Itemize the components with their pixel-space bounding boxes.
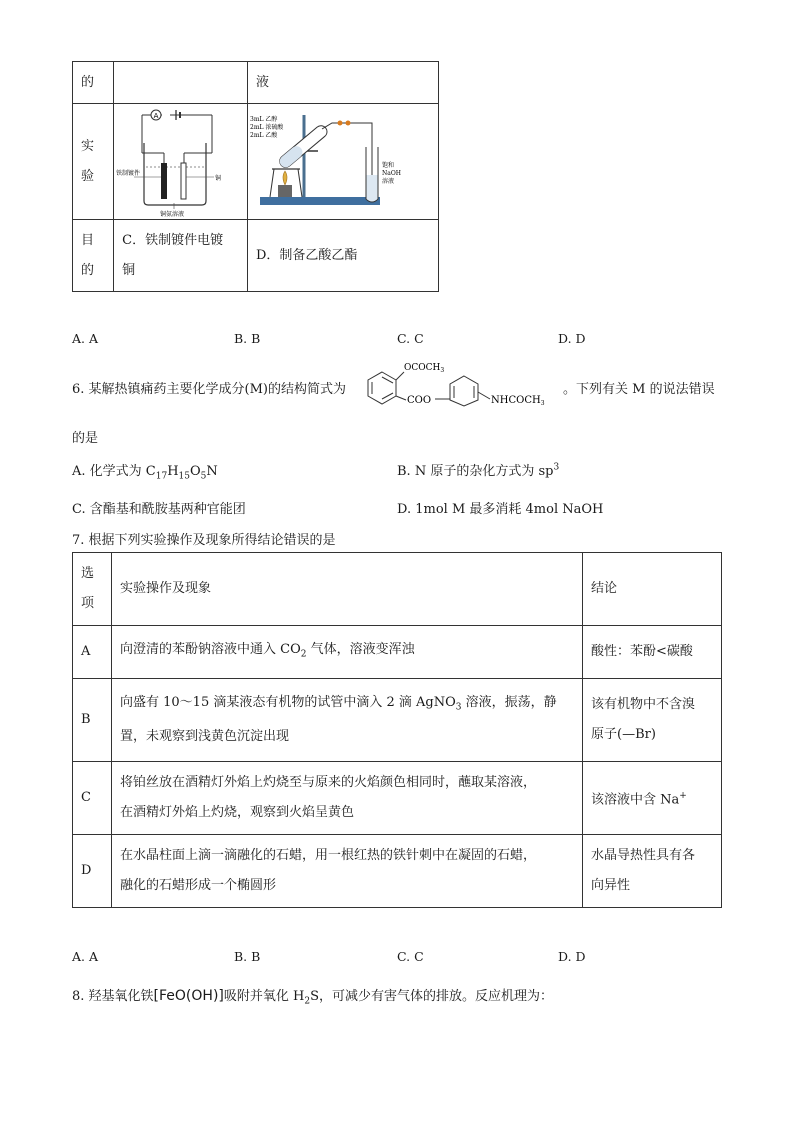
iron-electrode [161,163,167,199]
fig-c-left-label: 铁制镀件 [116,169,141,177]
label-char: 验 [81,168,95,184]
q7-option-b: B. B [234,949,261,964]
q7-row-b-option: B [73,679,112,762]
struct-right-group: $NHCOCH_3$ [491,395,545,407]
q6-option-c: C. 含酯基和酰胺基两种官能团 [72,502,246,517]
q7-row-a-conclusion: 酸性：苯酚<碳酸 [583,626,722,679]
q7-row-b-operation: 向盛有 10～15 滴某液态有机物的试管中滴入 2 滴 AgNO$_3$ 溶液，振荡，静 置，未观察到浅黄色沉淀出现 [112,679,583,762]
q6-stem-line2: 的是 [72,431,99,446]
ammeter-label: A [153,111,159,120]
stand-base [260,197,380,205]
q7-row-a-operation: 向澄清的苯酚钠溶液中通入 $CO_2$ 气体，溶液变浑浊 [112,626,583,679]
q6-option-b: B. N 原子的杂化方式为 $sp^3$ [397,462,560,479]
copper-electrode [181,163,186,199]
electroplating-figure [114,105,246,219]
q6-option-d: D. 1mol M 最多消耗 4mol NaOH [397,502,604,517]
q7-header-row [73,553,722,626]
fig-d-label-2: 2mL 浓硫酸 [250,123,284,131]
experiment-table-1 [72,61,439,292]
q7-header-option [73,553,112,626]
q6-stem-prefix: 6. 某解热镇痛药主要化学成分(M)的结构简式为 [72,382,346,397]
struct-left-group: COO [407,395,432,406]
table-row [73,626,722,679]
fig-d-label-r3: 溶液 [382,177,395,185]
t1-r1-c3: 液 [248,62,439,104]
q8-stem: 8. 羟基氧化铁[FeO(OH)]吸附并氧化 $H_2S$，可减少有害气体的排放。反应机理为： [72,988,553,1007]
header-char: 项 [81,596,95,611]
q7-option-a: A. A [72,949,99,964]
q7-row-d-conclusion: 水晶导热性具有各 向异性 [583,835,722,908]
fig-d-label-1: 3mL 乙醇 [250,115,278,123]
q7-header-operation: 实验操作及现象 [112,553,583,626]
purpose-c-line: C．铁制镀件电镀 [122,232,224,248]
q7-row-c-option: C [73,762,112,835]
t1-r3-c [114,220,248,292]
q5-option-d: D. D [558,331,586,346]
label-char: 目 [81,232,95,248]
q7-header-conclusion: 结论 [583,553,722,626]
q7-row-c-operation: 将铂丝放在酒精灯外焰上灼烧至与原来的火焰颜色相同时，蘸取某溶液， 在酒精灯外焰上灼烧，观察到火焰呈黄色 [112,762,583,835]
q6-option-a: A. 化学式为 $C_{17}H_{15}O_5N$ [72,464,218,482]
q6-structure-formula [360,358,570,414]
q7-table [72,552,722,908]
q7-stem: 7. 根据下列实验操作及现象所得结论错误的是 [72,533,336,548]
table-row [73,679,722,762]
t1-r1-c2 [114,62,248,104]
ester-figure-cell [248,104,439,220]
flame-icon [283,171,287,185]
header-char: 选 [81,566,95,581]
q7-row-b-conclusion: 该有机物中不含溴 原子(—Br) [583,679,722,762]
label-char: 实 [81,138,95,154]
fig-d-label-r2: NaOH [382,169,401,177]
q5-option-b: B. B [234,331,261,346]
t1-r3-d: D．制备乙酸乙酯 [248,220,439,292]
q5-option-c: C. C [397,331,424,346]
t1-r3-label [73,220,114,292]
struct-top-group: $OCOCH_3$ [404,363,445,374]
ester-preparation-figure [248,105,438,219]
label-char: 的 [81,262,95,278]
q7-option-c: C. C [397,949,424,964]
q5-option-a: A. A [72,331,99,346]
table-row [73,835,722,908]
q7-row-d-option: D [73,835,112,908]
t1-r1-c1: 的 [73,62,114,104]
q6-stem-suffix: 。下列有关 M 的说法错误 [563,382,715,397]
q7-option-d: D. D [558,949,586,964]
q7-row-d-operation: 在水晶柱面上滴一滴融化的石蜡，用一根红热的铁针刺中在凝固的石蜡， 融化的石蜡形成一个椭圆形 [112,835,583,908]
fig-d-label-3: 2mL 乙酸 [250,131,278,139]
q7-row-a-option: A [73,626,112,679]
table-row [73,762,722,835]
purpose-c-line: 铜 [122,262,136,278]
fig-c-right-label: 铜 [215,174,222,182]
electroplating-figure-cell [114,104,248,220]
t1-r2-label [73,104,114,220]
fig-d-label-r1: 饱和 [382,161,395,169]
q7-row-c-conclusion: 该溶液中含 Na+ [583,762,722,835]
fig-c-bottom-label: 铜氨溶液 [160,210,185,218]
